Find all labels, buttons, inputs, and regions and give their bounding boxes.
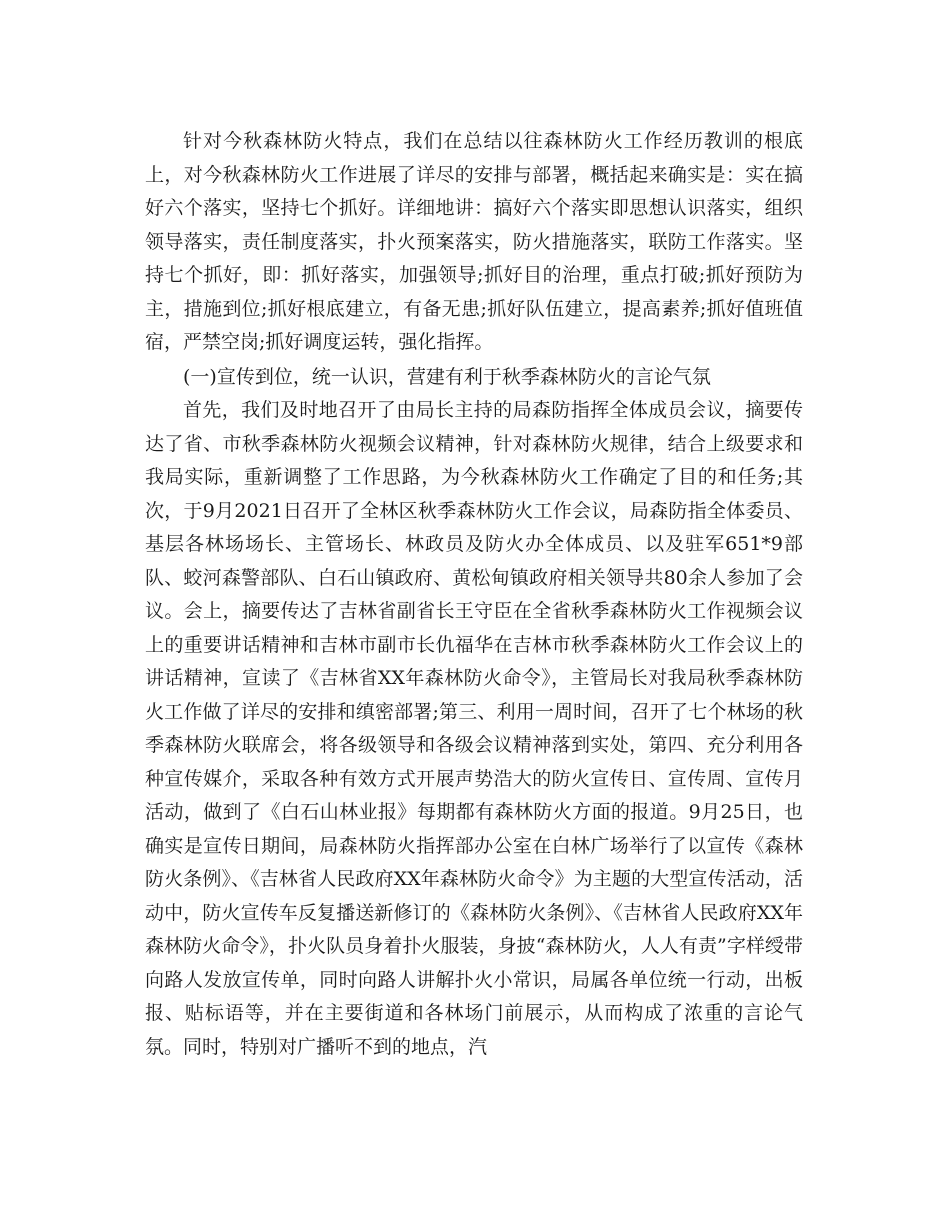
paragraph-intro: 针对今秋森林防火特点，我们在总结以往森林防火工作经历教训的根底上，对今秋森林防火工作进展了详尽的安排与部署，概括起来确实是：实在搞好六个落实，坚持七个抓好。详细地讲：搞好六个落实即思想认识落实，组织领导落实，责任制度落实，扑火预案落实，防火措施落实，联防工作落实。坚持七个抓好，即：抓好落实，加强领导;抓好目的治理，重点打破;抓好预防为主，措施到位;抓好根底建立，有备无患;抓好队伍建立，提高素养;抓好值班值宿，严禁空岗;抓好调度运转，强化指挥。 [145, 130, 803, 353]
paragraph-section-1: 首先，我们及时地召开了由局长主持的局森防指挥全体成员会议，摘要传达了省、市秋季森林防火视频会议精神，针对森林防火规律，结合上级要求和我局实际，重新调整了工作思路，为今秋森林防火工作确定了目的和任务;其次，于9月2021日召开了全林区秋季森林防火工作会议，局森防指全体委员、基层各林场场长、主管场长、林政员及防火办全体成员、以及驻军651*9部队、蛟河森警部队、白石山镇政府、黄松甸镇政府相关领导共80余人参加了会议。会上，摘要传达了吉林省副省长王守臣在全省秋季森林防火工作视频会议上的重要讲话精神和吉林市副市长仇福华在吉林市秋季森林防火工作会议上的讲话精神，宣读了《吉林省XX年森林防火命令》，主管局长对我局秋季森林防火工作做了详尽的安排和缜密部署;第三、利用一周时间，召开了七个林场的秋季森林防火联席会，将各级领导和各级会议精神落到实处，第四、充分利用各种宣传媒介，采取各种有效方式开展声势浩大的防火宣传日、宣传周、宣传月活动，做到了《白石山林业报》每期都有森林防火方面的报道。9月25日，也确实是宣传日期间，局森林防火指挥部办公室在白林广场举行了以宣传《森林防火条例》、《吉林省人民政府XX年森林防火命令》为主题的大型宣传活动，活动中，防火宣传车反复播送新修订的《森林防火条例》、《吉林省人民政府XX年森林防火命令》，扑火队员身着扑火服装，身披“森林防火，人人有责”字样绶带向路人发放宣传单，同时向路人讲解扑火小常识，局属各单位统一行动，出板报、贴标语等，并在主要街道和各林场门前展示，从而构成了浓重的言论气氛。同时，特别对广播听不到的地点，汽 [145, 399, 803, 1058]
section-heading-1: (一)宣传到位，统一认识，营建有利于秋季森林防火的言论气氛 [183, 365, 711, 388]
document-body [145, 125, 803, 1064]
